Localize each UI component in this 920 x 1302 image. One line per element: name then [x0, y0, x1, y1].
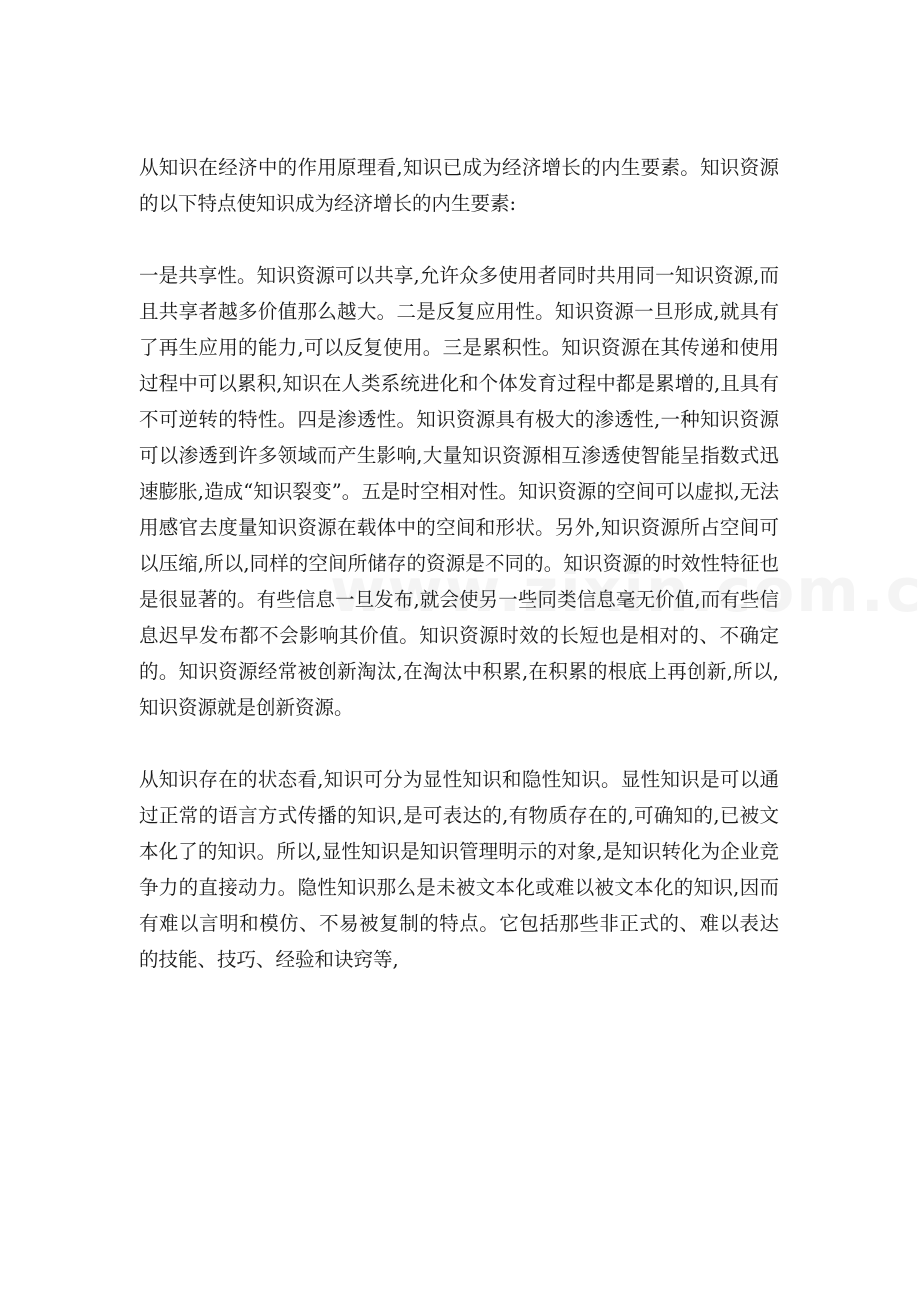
document-body	[139, 150, 779, 978]
paragraph-knowledge-states: 从知识存在的状态看,知识可分为显性知识和隐性知识。显性知识是可以通过正常的语言方式传播的知识,是可表达的,有物质存在的,可确知的,已被文本化了的知识。所以,显性知识是知识管理明示的对象,是知识转化为企业竞争力的直接动力。隐性知识那么是未被文本化或难以被文本化的知识,因而有难以言明和模仿、不易被复制的特点。它包括那些非正式的、难以表达的技能、技巧、经验和诀窍等,	[139, 768, 779, 971]
paragraph-intro: 从知识在经济中的作用原理看,知识已成为经济增长的内生要素。知识资源的以下特点使知识成为经济增长的内生要素:	[139, 156, 779, 215]
paragraph-characteristics: 一是共享性。知识资源可以共享,允许众多使用者同时共用同一知识资源,而且共享者越多价值那么越大。二是反复应用性。知识资源一旦形成,就具有了再生应用的能力,可以反复使用。三是累积性。知识资源在其传递和使用过程中可以累积,知识在人类系统进化和个体发育过程中都是累增的,且具有不可逆转的特性。四是渗透性。知识资源具有极大的渗透性,一种知识资源可以渗透到许多领域而产生影响,大量知识资源相互渗透使智能呈指数式迅速膨胀,造成“知识裂变”。五是时空相对性。知识资源的空间可以虚拟,无法用感官去度量知识资源在载体中的空间和形状。另外,知识资源所占空间可以压缩,所以,同样的空间所储存的资源是不同的。知识资源的时效性特征也是很显著的。有些信息一旦发布,就会使另一些同类信息毫无价值,而有些信息迟早发布都不会影响其价值。知识资源时效的长短也是相对的、不确定的。知识资源经常被创新淘汰,在淘汰中积累,在积累的根底上再创新,所以,知识资源就是创新资源。	[139, 264, 779, 719]
